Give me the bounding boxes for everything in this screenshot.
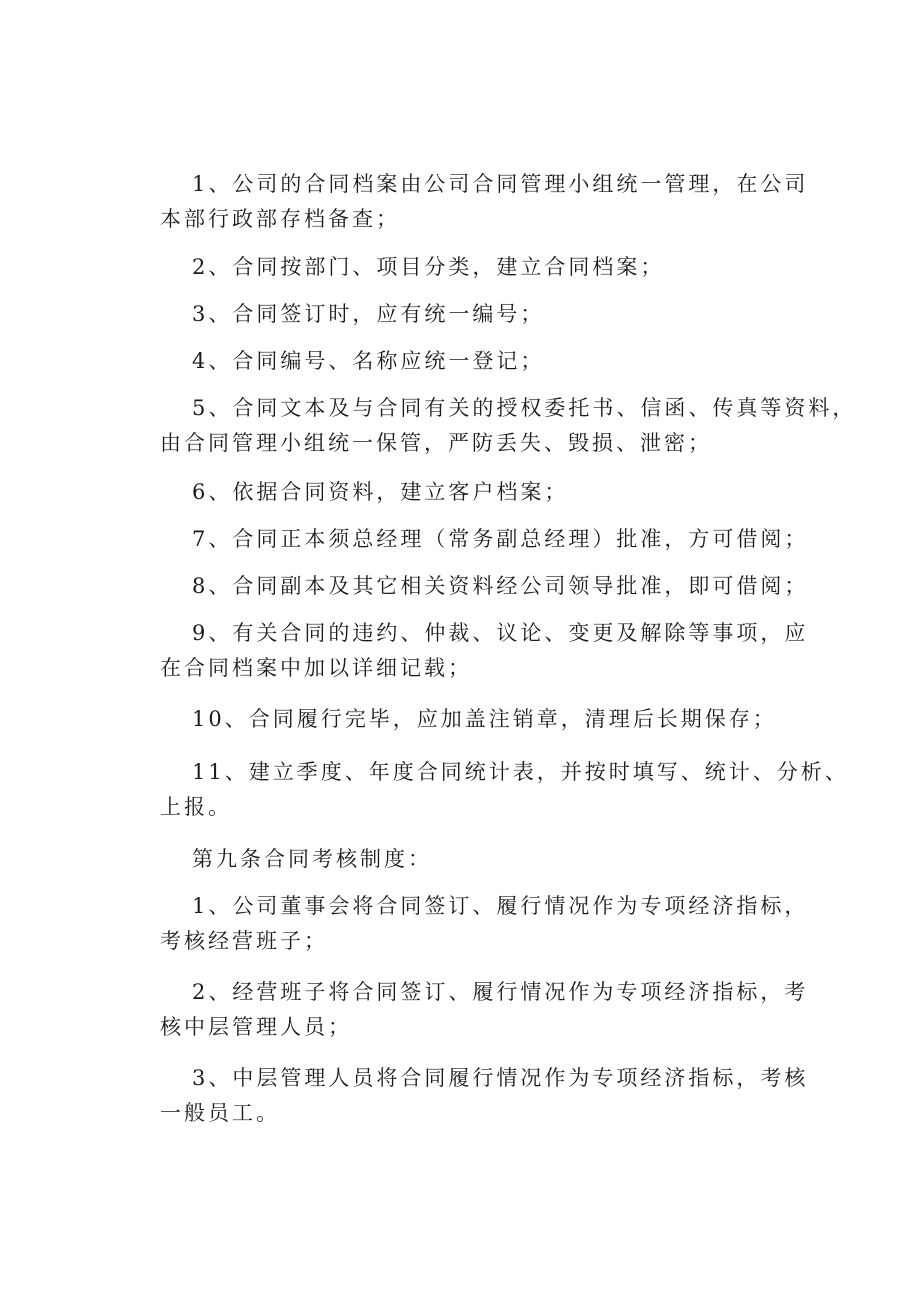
paragraph-line: 3、中层管理人员将合同履行情况作为专项经济指标，考核 — [192, 1066, 809, 1090]
paragraph-line: 7、合同正本须总经理（常务副总经理）批准，方可借阅； — [192, 527, 809, 551]
paragraph-line: 2、合同按部门、项目分类，建立合同档案； — [192, 255, 665, 279]
paragraph-statistics-report — [160, 755, 849, 825]
paragraph-line: 6、依据合同资料，建立客户档案； — [192, 480, 569, 504]
paragraph-copy-access — [160, 569, 809, 604]
paragraph-contract-completion — [160, 702, 800, 737]
paragraph-archive-management — [160, 167, 809, 237]
paragraph-line: 本部行政部存档备查； — [160, 207, 400, 231]
section-heading: 第九条合同考核制度： — [192, 847, 432, 871]
paragraph-line: 1、公司董事会将合同签订、履行情况作为专项经济指标， — [192, 894, 809, 918]
paragraph-line: 在合同档案中加以详细记载； — [160, 656, 472, 680]
paragraph-line: 10、合同履行完毕，应加盖注销章，清理后长期保存； — [192, 707, 777, 731]
paragraph-line: 11、建立季度、年度合同统计表，并按时填写、统计、分析、 — [192, 760, 849, 784]
paragraph-original-access — [160, 522, 809, 557]
paragraph-line: 4、合同编号、名称应统一登记； — [192, 349, 545, 373]
paragraph-contract-numbering — [160, 297, 800, 332]
paragraph-line: 上报。 — [160, 795, 232, 819]
paragraph-management-assessment — [160, 975, 809, 1045]
paragraph-customer-archive — [160, 475, 800, 510]
paragraph-line: 3、合同签订时，应有统一编号； — [192, 302, 545, 326]
paragraph-line: 1、公司的合同档案由公司合同管理小组统一管理，在公司 — [192, 172, 809, 196]
paragraph-line: 由合同管理小组统一保管，严防丢失、毁损、泄密； — [160, 431, 712, 455]
paragraph-line: 8、合同副本及其它相关资料经公司领导批准，即可借阅； — [192, 574, 809, 598]
paragraph-line: 5、合同文本及与合同有关的授权委托书、信函、传真等资料， — [192, 396, 857, 420]
paragraph-line: 考核经营班子； — [160, 929, 328, 953]
paragraph-line: 核中层管理人员； — [160, 1015, 352, 1039]
paragraph-staff-assessment — [160, 1061, 809, 1131]
paragraph-dispute-record — [160, 616, 809, 686]
paragraph-archive-classification — [160, 250, 800, 285]
paragraph-board-assessment — [160, 889, 809, 959]
paragraph-document-custody — [160, 391, 857, 461]
section-heading-assessment — [160, 842, 800, 877]
paragraph-line: 9、有关合同的违约、仲裁、议论、变更及解除等事项，应 — [192, 621, 809, 645]
paragraph-contract-registration — [160, 344, 800, 379]
paragraph-line: 2、经营班子将合同签订、履行情况作为专项经济指标，考 — [192, 980, 809, 1004]
paragraph-line: 一般员工。 — [160, 1101, 280, 1125]
